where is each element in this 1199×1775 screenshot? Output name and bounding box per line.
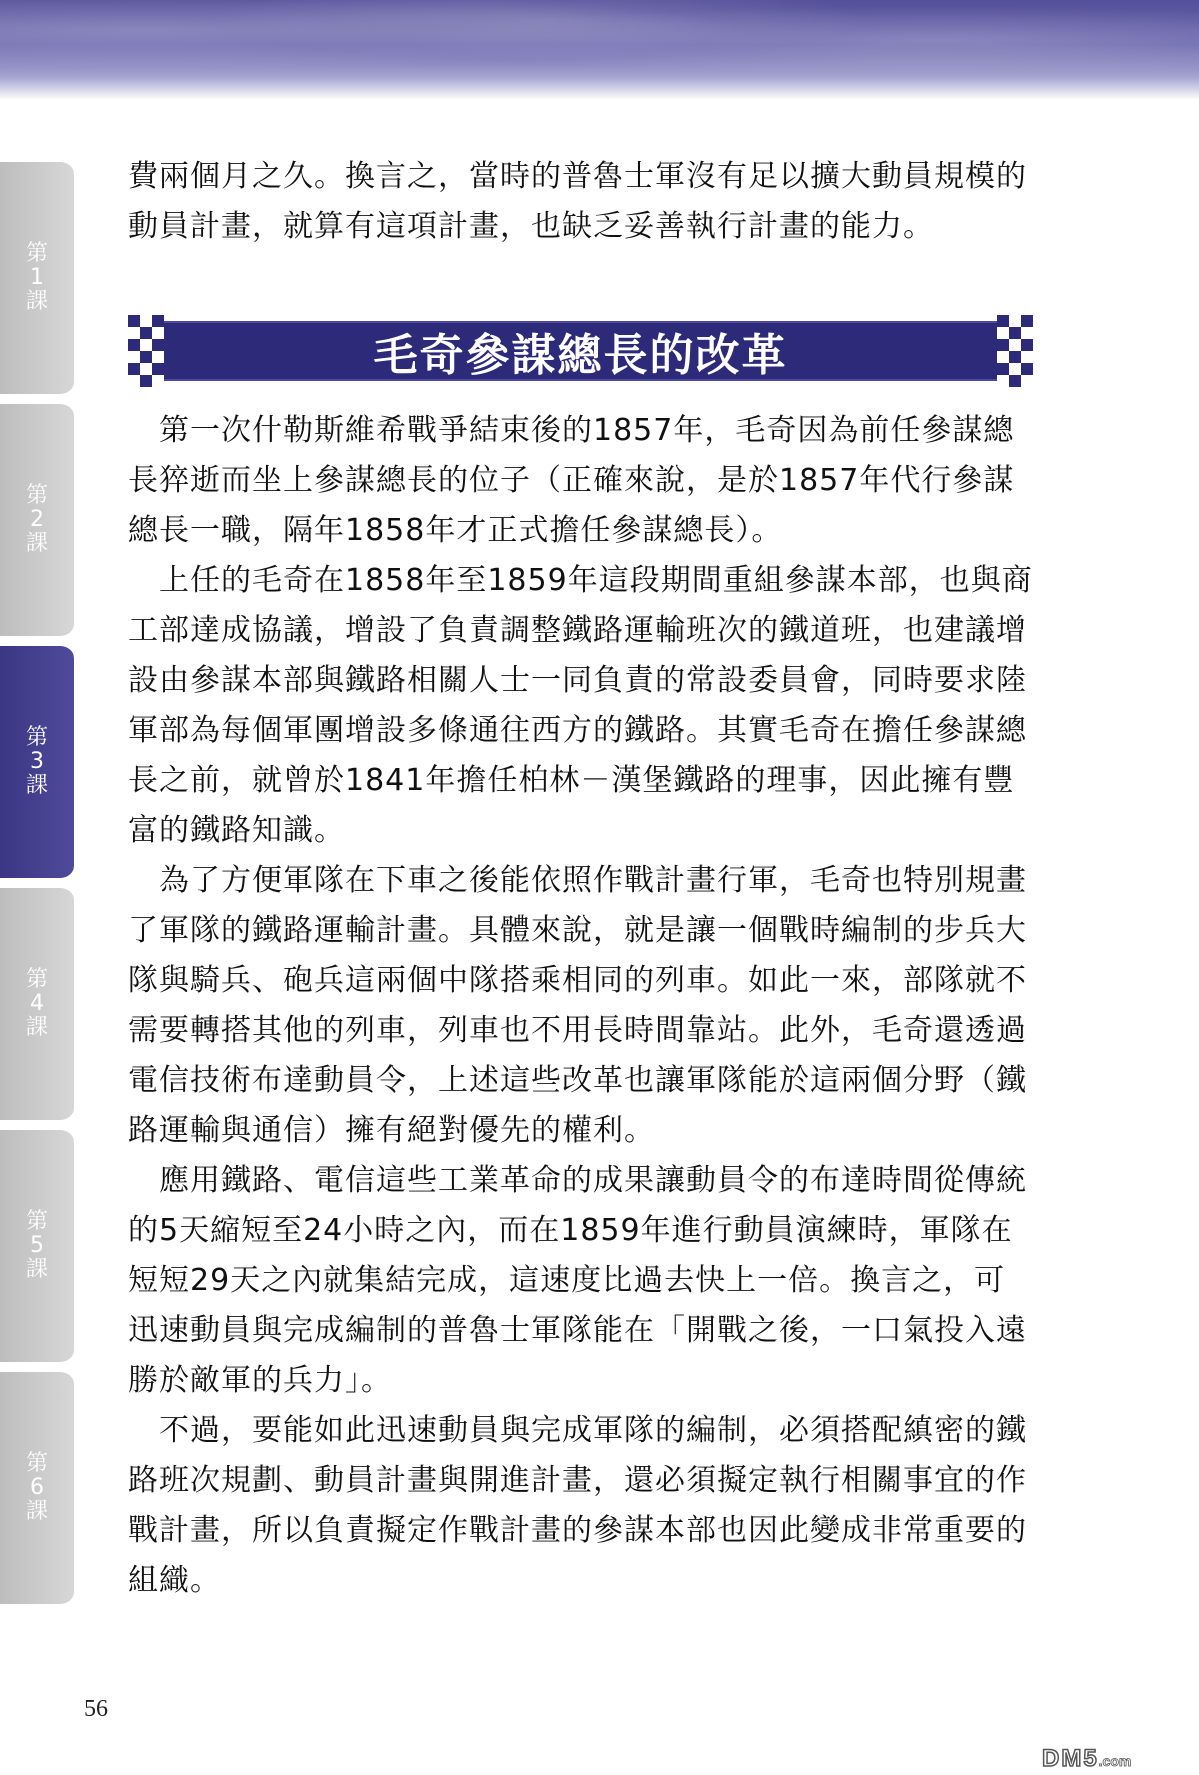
tab-label-prefix: 第	[25, 483, 48, 508]
section-body	[128, 406, 1033, 1606]
paragraph-1: 第一次什勒斯維希戰爭結束後的1857年，毛奇因為前任參謀總長猝逝而坐上參謀總長的位子（正確來說，是於1857年代行參謀總長一職，隔年1858年才正式擔任參謀總長）。	[128, 413, 1015, 548]
tab-label-prefix: 第	[25, 725, 48, 750]
paragraph-3: 為了方便軍隊在下車之後能依照作戰計畫行軍，毛奇也特別規畫了軍隊的鐵路運輸計畫。具體來說，就是讓一個戰時編制的步兵大隊與騎兵、砲兵這兩個中隊搭乘相同的列車。如此一來，部隊就不需要轉搭其他的列車，列車也不用長時間靠站。此外，毛奇還透過電信技術布達動員令，上述這些改革也讓軍隊能於這兩個分野（鐵路運輸與通信）擁有絕對優先的權利。	[128, 863, 1027, 1148]
tab-label-number: 4	[30, 991, 44, 1016]
tab-label-prefix: 第	[25, 1209, 48, 1234]
chapter-tab-1[interactable]	[0, 160, 74, 396]
page-number: 56	[84, 1696, 108, 1722]
tab-label-number: 1	[30, 265, 44, 290]
tab-label-number: 5	[30, 1233, 44, 1258]
tab-label-suffix: 課	[25, 1015, 48, 1040]
tab-label-prefix: 第	[25, 241, 48, 266]
tab-label-number: 6	[30, 1475, 44, 1500]
tab-label-suffix: 課	[25, 289, 48, 314]
tab-label-suffix: 課	[25, 1257, 48, 1282]
intro-paragraph: 費兩個月之久。換言之，當時的普魯士軍沒有足以擴大動員規模的動員計畫，就算有這項計畫，也缺乏妥善執行計畫的能力。	[128, 159, 1027, 244]
checker-ornament-left	[128, 315, 164, 387]
checker-ornament-right	[997, 315, 1033, 387]
header-decoration	[0, 0, 1199, 100]
paragraph-5: 不過，要能如此迅速動員與完成軍隊的編制，必須搭配縝密的鐵路班次規劃、動員計畫與開進計畫，還必須擬定執行相關事宜的作戰計畫，所以負責擬定作戰計畫的參謀本部也因此變成非常重要的組織。	[128, 1413, 1027, 1598]
chapter-tab-5[interactable]	[0, 1128, 74, 1364]
tab-label-suffix: 課	[25, 1499, 48, 1524]
chapter-tab-3[interactable]	[0, 644, 74, 880]
watermark-main: DM5	[1042, 1745, 1099, 1772]
paragraph-2: 上任的毛奇在1858年至1859年這段期間重組參謀本部，也與商工部達成協議，增設了負責調整鐵路運輸班次的鐵道班，也建議增設由參謀本部與鐵路相關人士一同負責的常設委員會，同時要求陸軍部為每個軍團增設多條通往西方的鐵路。其實毛奇在擔任參謀總長之前，就曾於1841年擔任柏林－漢堡鐵路的理事，因此擁有豐富的鐵路知識。	[128, 563, 1033, 848]
section-title: 毛奇參謀總長的改革	[164, 321, 997, 381]
chapter-tab-4[interactable]	[0, 886, 74, 1122]
chapter-tab-2[interactable]	[0, 402, 74, 638]
paragraph-4: 應用鐵路、電信這些工業革命的成果讓動員令的布達時間從傳統的5天縮短至24小時之內，而在1859年進行動員演練時，軍隊在短短29天之內就集結完成，這速度比過去快上一倍。換言之，可迅速動員與完成編制的普魯士軍隊能在「開戰之後，一口氣投入遠勝於敵軍的兵力」。	[128, 1163, 1027, 1398]
section-heading	[128, 315, 1033, 387]
watermark-suffix: .com	[1098, 1753, 1132, 1769]
tab-label-prefix: 第	[25, 967, 48, 992]
chapter-tab-6[interactable]	[0, 1370, 74, 1606]
tab-label-suffix: 課	[25, 773, 48, 798]
site-watermark	[1042, 1745, 1131, 1773]
tab-label-prefix: 第	[25, 1451, 48, 1476]
tab-label-number: 3	[30, 749, 44, 774]
intro-text	[128, 152, 1033, 252]
tab-label-suffix: 課	[25, 531, 48, 556]
tab-label-number: 2	[30, 507, 44, 532]
